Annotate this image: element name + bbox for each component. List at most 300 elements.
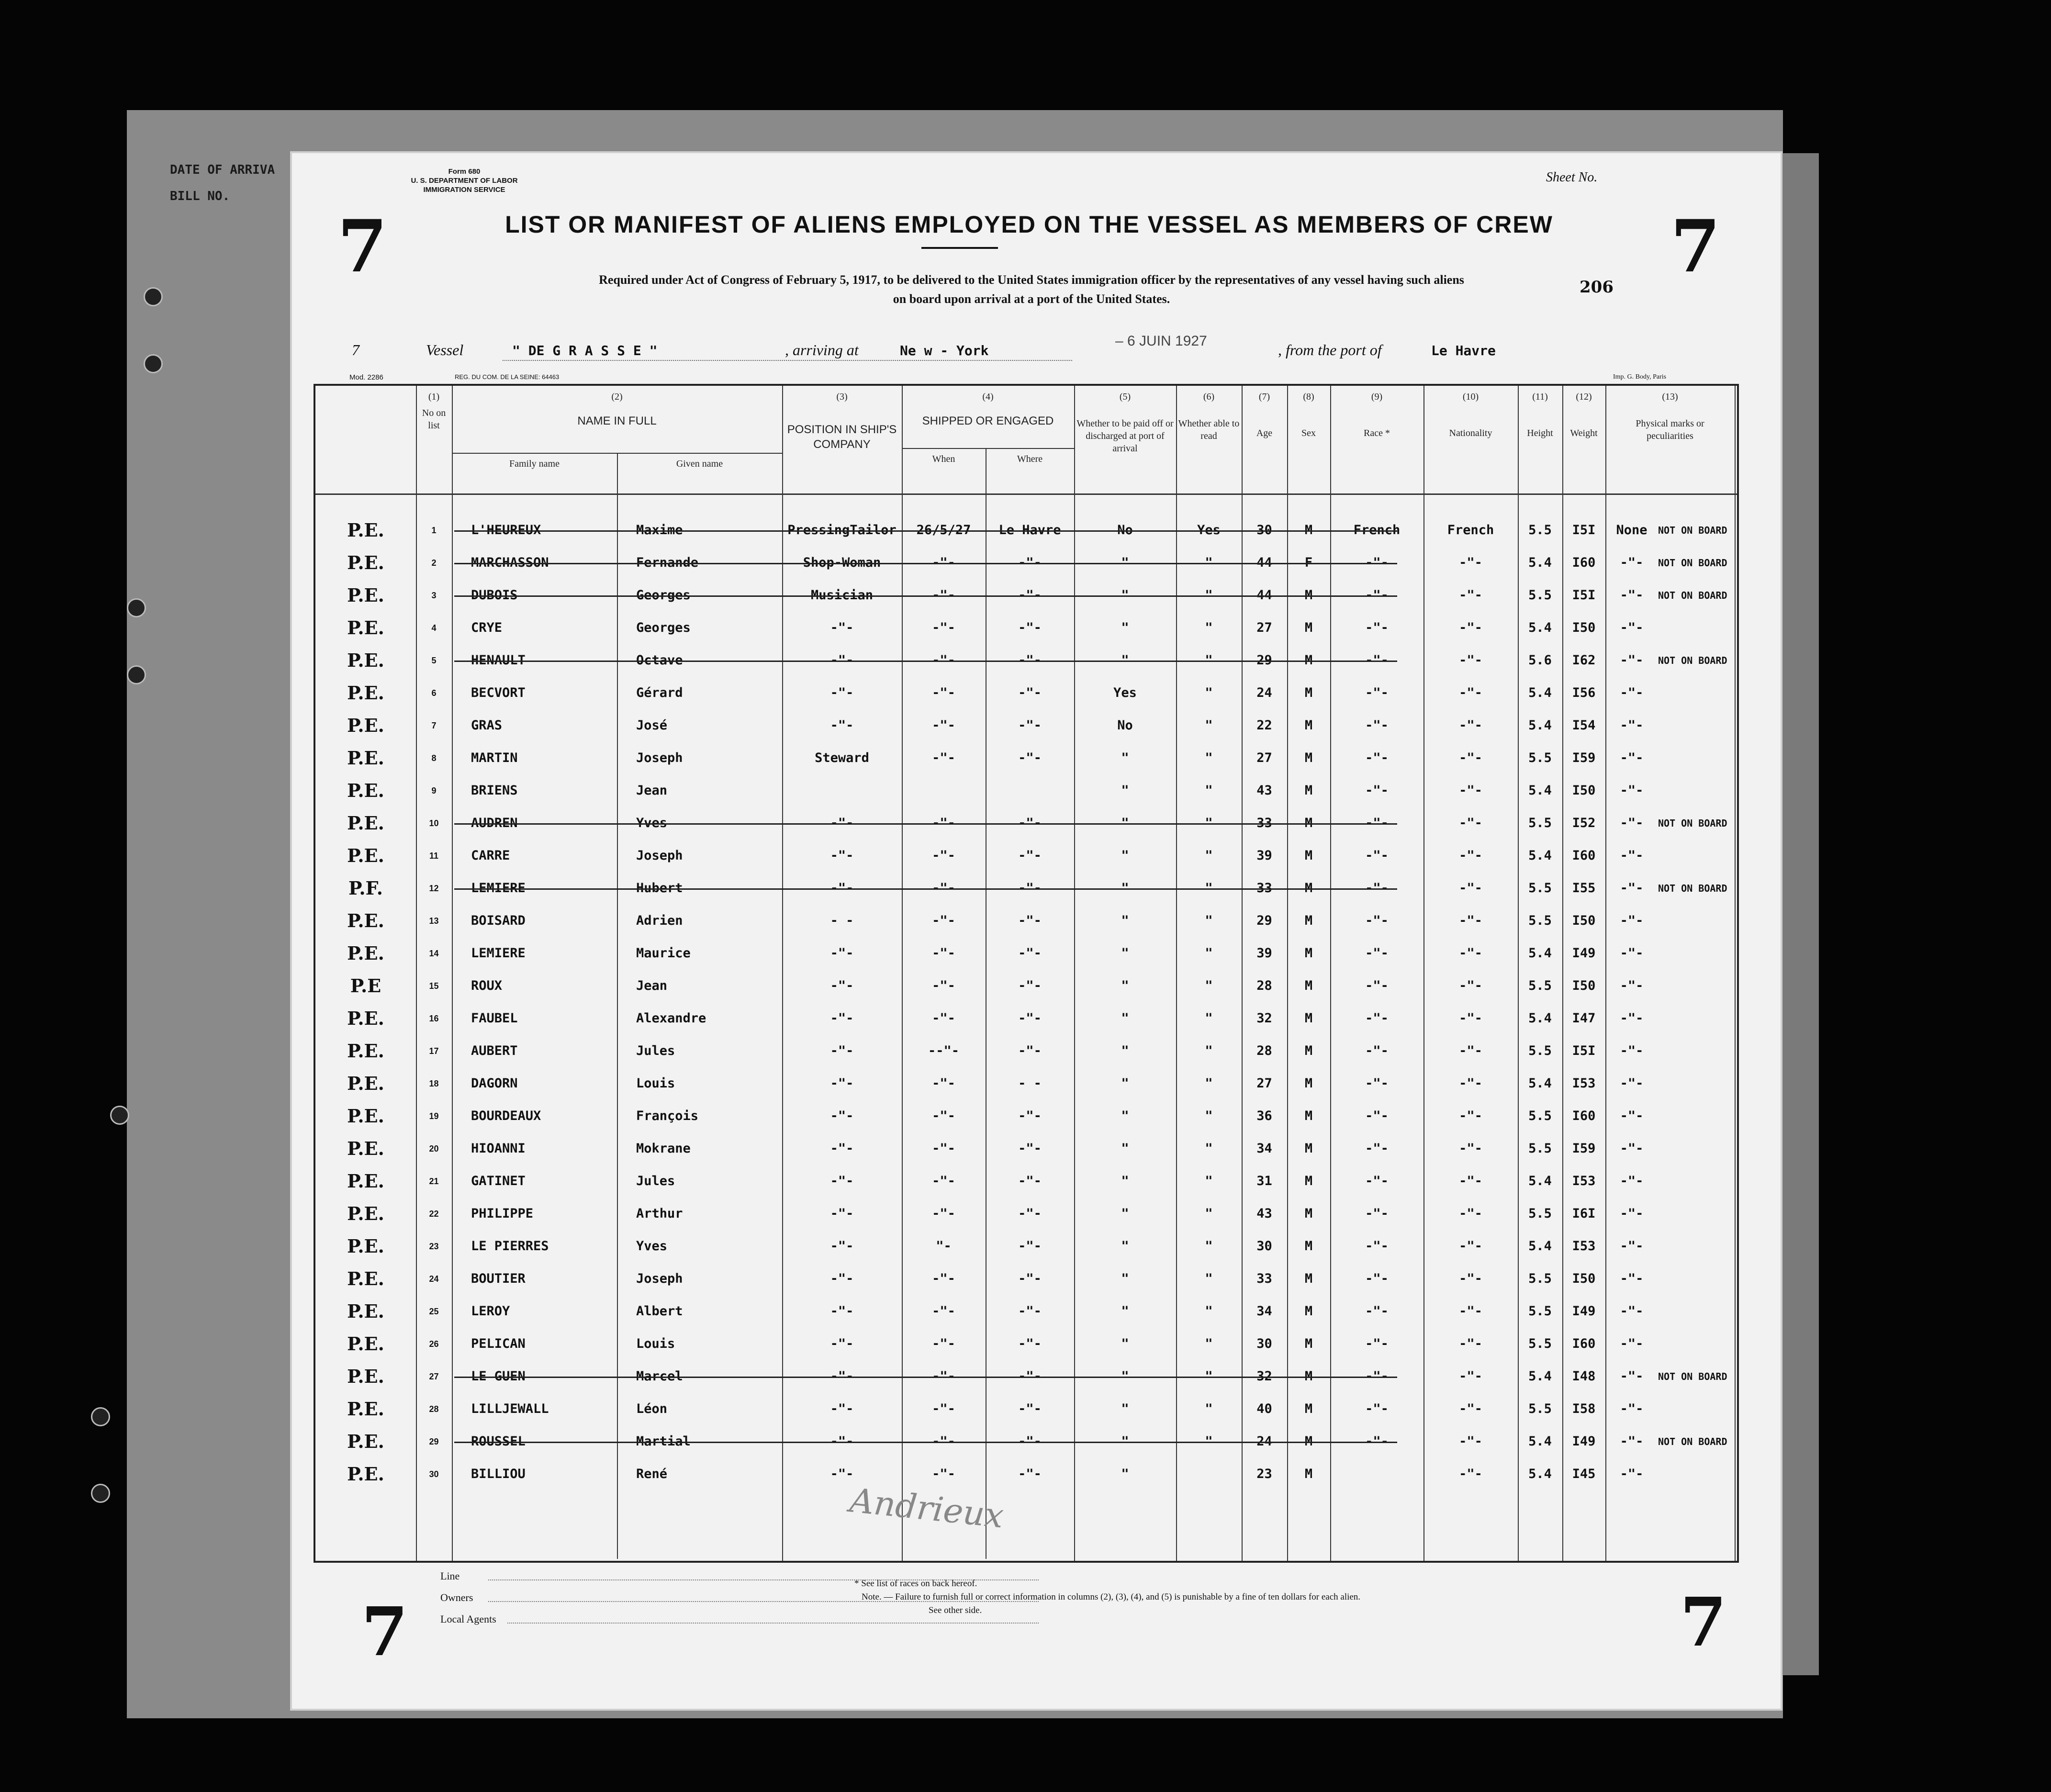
cell-race: -"-	[1365, 783, 1389, 798]
mod-number: Mod. 2286	[349, 373, 383, 381]
col9-header	[1330, 391, 1423, 439]
col2-family-label: Family name	[509, 459, 560, 469]
cell-read: "	[1205, 555, 1213, 570]
cell-where: -"-	[1018, 1369, 1042, 1384]
cell-no: 25	[429, 1307, 439, 1316]
cell-note	[1658, 612, 1790, 644]
sheet-number-label: Sheet No.	[1546, 170, 1598, 185]
cell-weight: I50	[1572, 783, 1596, 798]
cell-age: 24	[1256, 1434, 1272, 1449]
crew-row	[315, 1132, 1790, 1165]
cell-family: CARRE	[471, 848, 510, 863]
cell-family: HIOANNI	[471, 1141, 526, 1156]
cell-where: -"-	[1018, 685, 1042, 700]
cell-read: "	[1205, 1271, 1213, 1286]
cell-position: - -	[830, 913, 854, 928]
cell-weight: I49	[1572, 1304, 1596, 1319]
cell-weight: I50	[1572, 978, 1596, 993]
cell-given: Georges	[636, 588, 691, 603]
cell-no: 30	[429, 1469, 439, 1479]
cell-family: ROUSSEL	[471, 1434, 526, 1449]
cell-note	[1658, 840, 1790, 872]
cell-pe: P.E.	[347, 910, 384, 931]
cell-position	[782, 774, 902, 807]
col9-label: Race *	[1364, 428, 1390, 438]
cell-marks: -"-	[1620, 685, 1644, 700]
cell-pe: P.E.	[347, 845, 384, 866]
cell-age: 28	[1256, 1043, 1272, 1058]
cell-marks: -"-	[1620, 750, 1644, 765]
cell-sex: M	[1304, 750, 1313, 765]
crew-row	[315, 1360, 1790, 1393]
cell-marks: -"-	[1620, 1434, 1644, 1449]
cell-race: -"-	[1365, 1076, 1389, 1091]
cell-age: 30	[1256, 1336, 1272, 1351]
cell-where: -"-	[1018, 1304, 1042, 1319]
col10-number: (10)	[1462, 392, 1479, 402]
cell-when: --"-	[928, 1043, 960, 1058]
cell-marks: -"-	[1620, 1174, 1644, 1188]
cell-pe: P.E.	[347, 1008, 384, 1029]
cell-position: -"-	[830, 685, 854, 700]
strike-through-line	[454, 661, 1397, 662]
cell-where: -"-	[1018, 1043, 1042, 1058]
cell-race: -"-	[1365, 1369, 1389, 1384]
cell-sex: M	[1304, 1109, 1313, 1123]
cell-when: -"-	[932, 1304, 955, 1319]
cell-family: BRIENS	[471, 783, 518, 798]
cell-position: -"-	[830, 653, 854, 668]
cell-where: -"-	[1018, 1239, 1042, 1254]
cell-nat: -"-	[1459, 653, 1482, 668]
department-name: U. S. DEPARTMENT OF LABOR	[411, 176, 518, 185]
cell-no: 22	[429, 1209, 439, 1219]
cell-marks: -"-	[1620, 1401, 1644, 1416]
cell-height: 5.4	[1528, 1174, 1552, 1188]
cell-pe: P.E.	[347, 552, 384, 573]
cell-where: -"-	[1018, 1401, 1042, 1416]
cell-where: Le Havre	[998, 523, 1061, 538]
cell-height: 5.5	[1528, 1043, 1552, 1058]
cell-height: 5.4	[1528, 1434, 1552, 1449]
col2-label: NAME IN FULL	[577, 414, 657, 427]
cell-sex: M	[1304, 783, 1313, 798]
cell-where: -"-	[1018, 913, 1042, 928]
cell-where: -"-	[1018, 588, 1042, 603]
cell-where: -"-	[1018, 1271, 1042, 1286]
cell-where: -"-	[1018, 555, 1042, 570]
see-other-side: See other side.	[929, 1605, 982, 1615]
back-bill-label: BILL NO.	[170, 189, 230, 203]
cell-read: "	[1205, 913, 1213, 928]
cell-nat: -"-	[1459, 1239, 1482, 1254]
cell-marks: -"-	[1620, 978, 1644, 993]
cell-paid: "	[1121, 653, 1129, 668]
cell-family: LEROY	[471, 1304, 510, 1319]
cell-height: 5.5	[1528, 523, 1552, 538]
sheet-number-7-top-right: 7	[1670, 204, 1721, 289]
cell-pe: P.E.	[347, 1170, 384, 1192]
cell-paid: "	[1121, 913, 1129, 928]
cell-pe: P.E.	[347, 617, 384, 638]
cell-sex: M	[1304, 881, 1313, 896]
col10-label: Nationality	[1449, 428, 1492, 438]
cell-family: AUBERT	[471, 1043, 518, 1058]
cell-position: Shop-Woman	[803, 555, 881, 570]
cell-age: 30	[1256, 1239, 1272, 1254]
cell-nat: -"-	[1459, 1141, 1482, 1156]
cell-read: "	[1205, 848, 1213, 863]
cell-when: -"-	[932, 1109, 955, 1123]
cell-family: LEMIERE	[471, 881, 526, 896]
cell-position: -"-	[830, 1467, 854, 1481]
cell-sex: M	[1304, 913, 1313, 928]
cell-weight: I49	[1572, 946, 1596, 961]
cell-note: NOT ON BOARD	[1658, 557, 1727, 569]
cell-note: NOT ON BOARD	[1658, 818, 1727, 829]
cell-nat: -"-	[1459, 685, 1482, 700]
cell-where: -"-	[1018, 978, 1042, 993]
cell-sex: M	[1304, 1043, 1313, 1058]
cell-height: 5.5	[1528, 1336, 1552, 1351]
crew-row	[315, 1425, 1790, 1458]
cell-read: "	[1205, 1369, 1213, 1384]
cell-when: -"-	[932, 750, 955, 765]
cell-height: 5.6	[1528, 653, 1552, 668]
cell-given: Arthur	[636, 1206, 683, 1221]
cell-read: "	[1205, 1434, 1213, 1449]
col6-header	[1176, 391, 1242, 442]
cell-note	[1658, 709, 1790, 742]
cell-family: CRYE	[471, 620, 503, 635]
cell-family: BILLIOU	[471, 1467, 526, 1481]
cell-when: -"-	[932, 620, 955, 635]
vessel-label: Vessel	[426, 341, 464, 358]
cell-family: LE GUEN	[471, 1369, 526, 1384]
cell-race: -"-	[1365, 913, 1389, 928]
cell-no: 9	[431, 786, 437, 795]
cell-race: -"-	[1365, 1109, 1389, 1123]
cell-note: NOT ON BOARD	[1658, 883, 1727, 894]
cell-when: -"-	[932, 881, 955, 896]
cell-marks: -"-	[1620, 913, 1644, 928]
cell-given: Gérard	[636, 685, 683, 700]
cell-nat: -"-	[1459, 816, 1482, 830]
col4-number: (4)	[982, 392, 994, 402]
cell-given: Albert	[636, 1304, 683, 1319]
cell-marks: -"-	[1620, 946, 1644, 961]
strike-through-line	[454, 888, 1397, 890]
cell-sex: F	[1304, 555, 1313, 570]
cell-height: 5.5	[1528, 750, 1552, 765]
strike-through-line	[454, 530, 1397, 532]
cell-race: -"-	[1365, 978, 1389, 993]
cell-read: "	[1205, 783, 1213, 798]
cell-nat: -"-	[1459, 848, 1482, 863]
cell-pe: P.E.	[347, 1138, 384, 1159]
cell-given: Martial	[636, 1434, 691, 1449]
cell-given: Jean	[636, 783, 668, 798]
cell-marks: -"-	[1620, 1141, 1644, 1156]
crew-row	[315, 1230, 1790, 1263]
header-subdivider	[902, 448, 1074, 449]
col4-where-label: Where	[1017, 454, 1043, 464]
cell-marks: -"-	[1620, 1467, 1644, 1481]
signature-text: Andrieux	[848, 1480, 1006, 1536]
cell-given: Yves	[636, 816, 668, 830]
cell-note	[1658, 1393, 1790, 1425]
cell-paid: "	[1121, 1043, 1129, 1058]
cell-no: 12	[429, 884, 439, 893]
cell-where	[986, 774, 1074, 807]
cell-given: Georges	[636, 620, 691, 635]
cell-nat: -"-	[1459, 946, 1482, 961]
col13-header	[1605, 391, 1735, 442]
cell-note	[1658, 905, 1790, 937]
cell-family: GATINET	[471, 1174, 526, 1188]
cell-sex: M	[1304, 1076, 1313, 1091]
cell-paid: "	[1121, 1076, 1129, 1091]
cell-given: Maurice	[636, 946, 691, 961]
strike-through-line	[454, 823, 1397, 825]
cell-sex: M	[1304, 588, 1313, 603]
cell-height: 5.5	[1528, 816, 1552, 830]
cell-race: -"-	[1365, 620, 1389, 635]
cell-given: Léon	[636, 1401, 668, 1416]
cell-no: 8	[431, 753, 437, 763]
cell-weight: I60	[1572, 1109, 1596, 1123]
cell-position: -"-	[830, 881, 854, 896]
cell-note	[1658, 1328, 1790, 1360]
cell-position: -"-	[830, 718, 854, 733]
cell-nat: -"-	[1459, 1401, 1482, 1416]
crew-row	[315, 742, 1790, 774]
cell-weight: I49	[1572, 1434, 1596, 1449]
cell-no: 29	[429, 1437, 439, 1446]
form-number: Form 680	[448, 168, 481, 176]
col5-label: Whether to be paid off or discharged at port of arrival	[1076, 418, 1174, 454]
cell-marks: -"-	[1620, 816, 1644, 830]
crew-row	[315, 612, 1790, 644]
cell-when: -"-	[932, 1401, 955, 1416]
cell-weight: I60	[1572, 848, 1596, 863]
cell-given: René	[636, 1467, 668, 1481]
cell-no: 19	[429, 1111, 439, 1121]
sheet-number-value: 206	[1580, 278, 1614, 297]
cell-note	[1658, 1198, 1790, 1230]
cell-nat: -"-	[1459, 1109, 1482, 1123]
crew-rows	[315, 514, 1790, 1490]
act-requirement-line2: on board upon arrival at a port of the United States.	[893, 292, 1170, 306]
col12-label: Weight	[1570, 428, 1598, 438]
cell-no: 20	[429, 1144, 439, 1154]
binder-hole	[91, 1407, 110, 1426]
cell-age: 23	[1256, 1467, 1272, 1481]
cell-marks: -"-	[1620, 1206, 1644, 1221]
col4-header	[902, 391, 1074, 428]
line-label: Line	[440, 1570, 460, 1582]
cell-position: -"-	[830, 946, 854, 961]
cell-position: -"-	[830, 1369, 854, 1384]
cell-position: -"-	[830, 1174, 854, 1188]
cell-given: Louis	[636, 1076, 675, 1091]
cell-no: 28	[429, 1404, 439, 1414]
cell-no: 10	[429, 818, 439, 828]
cell-when: 26/5/27	[916, 523, 971, 538]
cell-family: GRAS	[471, 718, 503, 733]
cell-read: "	[1205, 1076, 1213, 1091]
cell-read: "	[1205, 1239, 1213, 1254]
cell-pe: P.E.	[347, 942, 384, 964]
cell-height: 5.4	[1528, 555, 1552, 570]
cell-marks: -"-	[1620, 1239, 1644, 1254]
cell-read: "	[1205, 881, 1213, 896]
cell-pe: P.F.	[348, 877, 383, 899]
cell-paid: "	[1121, 1206, 1129, 1221]
sheet-number-7-bottom-right: 7	[1680, 1583, 1727, 1662]
col7-header	[1242, 391, 1287, 439]
cell-sex: M	[1304, 946, 1313, 961]
cell-weight: I53	[1572, 1076, 1596, 1091]
title-underline	[921, 247, 998, 249]
cell-race: -"-	[1365, 816, 1389, 830]
cell-sex: M	[1304, 1467, 1313, 1481]
cell-note: NOT ON BOARD	[1658, 1371, 1727, 1382]
cell-given: Adrien	[636, 913, 683, 928]
col1-number: (1)	[428, 392, 440, 402]
local-agents-label: Local Agents	[440, 1613, 496, 1625]
cell-pe: P.E.	[347, 1235, 384, 1257]
crew-row	[315, 1067, 1790, 1100]
cell-family: DUBOIS	[471, 588, 518, 603]
cell-family: MARTIN	[471, 750, 518, 765]
cell-weight: I59	[1572, 1141, 1596, 1156]
cell-no: 1	[431, 526, 437, 535]
cell-note	[1658, 1230, 1790, 1263]
cell-given: Octave	[636, 653, 683, 668]
cell-pe: P.E.	[347, 715, 384, 736]
cell-nat: -"-	[1459, 913, 1482, 928]
crew-row	[315, 774, 1790, 807]
cell-sex: M	[1304, 653, 1313, 668]
cell-note: NOT ON BOARD	[1658, 655, 1727, 666]
cell-given: Marcel	[636, 1369, 683, 1384]
col12-number: (12)	[1576, 392, 1592, 402]
cell-where: -"-	[1018, 1434, 1042, 1449]
cell-paid: Yes	[1113, 685, 1137, 700]
cell-weight: I55	[1572, 881, 1596, 896]
cell-where: -"-	[1018, 1467, 1042, 1481]
cell-weight: I50	[1572, 1271, 1596, 1286]
cell-paid: "	[1121, 1401, 1129, 1416]
cell-marks: -"-	[1620, 653, 1644, 668]
cell-paid: "	[1121, 588, 1129, 603]
cell-race: -"-	[1365, 653, 1389, 668]
cell-nat: French	[1447, 523, 1494, 538]
cell-pe: P.E.	[347, 519, 384, 541]
cell-height: 5.5	[1528, 1271, 1552, 1286]
cell-read: "	[1205, 653, 1213, 668]
cell-no: 26	[429, 1339, 439, 1349]
crew-row	[315, 1100, 1790, 1132]
cell-no: 13	[429, 916, 439, 926]
crew-row	[315, 1165, 1790, 1198]
cell-note	[1658, 1100, 1790, 1132]
cell-read: "	[1205, 1206, 1213, 1221]
cell-paid: "	[1121, 1336, 1129, 1351]
cell-age: 44	[1256, 588, 1272, 603]
cell-when: -"-	[932, 1467, 955, 1481]
cell-paid: "	[1121, 1239, 1129, 1254]
cell-position: -"-	[830, 620, 854, 635]
cell-read: "	[1205, 946, 1213, 961]
crew-row	[315, 1035, 1790, 1067]
cell-sex: M	[1304, 1271, 1313, 1286]
cell-height: 5.5	[1528, 1141, 1552, 1156]
cell-paid: "	[1121, 1369, 1129, 1384]
cell-given: Fernande	[636, 555, 699, 570]
cell-marks: -"-	[1620, 1109, 1644, 1123]
vessel-row-number: 7	[352, 341, 359, 358]
header-subdivider	[452, 453, 782, 454]
cell-position: -"-	[830, 1076, 854, 1091]
cell-paid: "	[1121, 555, 1129, 570]
cell-given: François	[636, 1109, 699, 1123]
cell-position: -"-	[830, 1109, 854, 1123]
cell-race: -"-	[1365, 946, 1389, 961]
cell-read: "	[1205, 750, 1213, 765]
cell-read: "	[1205, 620, 1213, 635]
cell-height: 5.5	[1528, 881, 1552, 896]
cell-race: -"-	[1365, 1174, 1389, 1188]
crew-row	[315, 1002, 1790, 1035]
cell-age: 24	[1256, 685, 1272, 700]
cell-read: Yes	[1197, 523, 1221, 538]
cell-nat: -"-	[1459, 1336, 1482, 1351]
failure-note: Note. — Failure to furnish full or correct information in columns (2), (3), (4), and (5) is punishable by a fine of ten dollars for each alien.	[862, 1592, 1361, 1602]
cell-family: L'HEUREUX	[471, 523, 541, 538]
cell-note	[1658, 677, 1790, 709]
cell-height: 5.4	[1528, 1011, 1552, 1026]
binder-hole	[144, 354, 163, 373]
col7-label: Age	[1256, 428, 1273, 438]
col6-label: Whether able to read	[1178, 418, 1240, 441]
cell-note	[1658, 1132, 1790, 1165]
cell-family: PELICAN	[471, 1336, 526, 1351]
col6-number: (6)	[1203, 392, 1215, 402]
cell-note	[1658, 1035, 1790, 1067]
cell-nat: -"-	[1459, 1369, 1482, 1384]
cell-pe: P.E.	[347, 682, 384, 704]
cell-given: Maxime	[636, 523, 683, 538]
cell-position: -"-	[830, 1434, 854, 1449]
cell-family: BOUTIER	[471, 1271, 526, 1286]
cell-paid: "	[1121, 1011, 1129, 1026]
col1-label: No on list	[422, 408, 446, 431]
cell-weight: I6I	[1572, 1206, 1596, 1221]
cell-no: 15	[429, 981, 439, 991]
cell-position: -"-	[830, 848, 854, 863]
cell-paid: "	[1121, 848, 1129, 863]
cell-paid: "	[1121, 620, 1129, 635]
cell-read: "	[1205, 1011, 1213, 1026]
cell-family: FAUBEL	[471, 1011, 518, 1026]
cell-marks: -"-	[1620, 1043, 1644, 1058]
col8-header	[1287, 391, 1330, 439]
cell-when: -"-	[932, 1174, 955, 1188]
cell-age: 43	[1256, 783, 1272, 798]
cell-where: -"-	[1018, 1174, 1042, 1188]
